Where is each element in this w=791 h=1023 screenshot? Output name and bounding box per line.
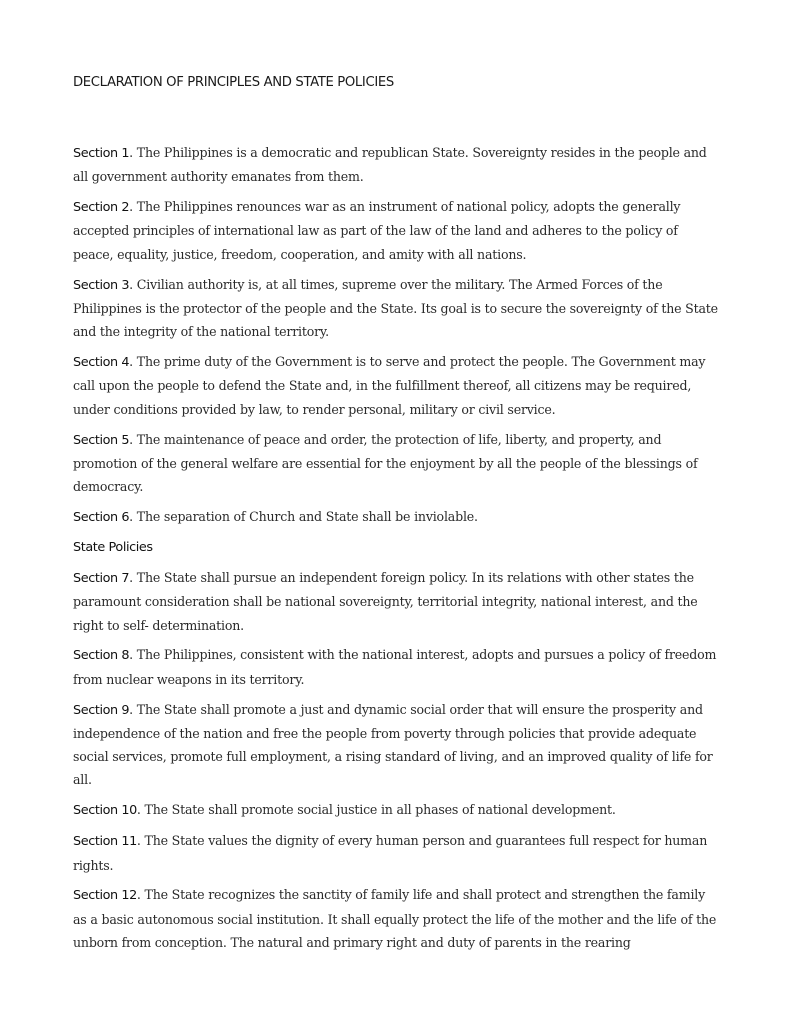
document-page — [73, 74, 719, 961]
section-paragraph — [73, 643, 719, 691]
section-label: Section 8 — [73, 648, 130, 664]
section-paragraph — [73, 428, 719, 499]
section-text: . The maintenance of peace and order, the protection of life, liberty, and property, and promotion of the general welfare are essential for the enjoyment by all the people of the blessings of democracy. — [73, 431, 698, 495]
section-text: . The Philippines, consistent with the national interest, adopts and pursues a policy of freedom from nuclear weapons in its territory. — [73, 647, 717, 687]
section-label: Section 12 — [73, 888, 137, 904]
section-paragraph — [73, 566, 719, 637]
section-paragraph — [73, 505, 719, 529]
section-paragraph — [73, 141, 719, 189]
section-text: . The State recognizes the sanctity of family life and shall protect and strengthen the family as a basic autonomous social institution. It shall equally protect the life of the mother and the life of the unborn from conception. The natural and primary right and duty of parents in the rearing — [73, 887, 717, 951]
section-label: Section 1 — [73, 146, 130, 161]
section-text: . The Philippines renounces war as an instrument of national policy, adopts the generally accepted principles of international law as part of the law of the land and adheres to the policy of peace, equality, justice, freedom, cooperation, and amity with all nations. — [73, 199, 681, 262]
section-text: . Civilian authority is, at all times, supreme over the military. The Armed Forces of the Philippines is the protector of the people and the State. Its goal is to secure the sovereignty of the State and the integrity of the national territory. — [73, 276, 718, 340]
section-label: Section 6 — [73, 510, 130, 526]
section-paragraph — [73, 698, 719, 792]
section-label: Section 2 — [73, 200, 130, 216]
section-text: . The State shall promote social justice in all phases of national development. — [136, 802, 616, 818]
state-policies-heading: State Policies — [73, 540, 153, 556]
section-text: . The State shall promote a just and dynamic social order that will ensure the prosperity and independence of the nation and free the people from poverty through policies that provide adequate social services, promote full employment, a rising standard of living, and an improved quality of life for all. — [73, 701, 713, 788]
section-label: Section 9 — [73, 702, 130, 718]
section-text: . The State values the dignity of every human person and guarantees full respect for human rights. — [73, 833, 708, 873]
section-paragraph — [73, 883, 719, 954]
section-text: . The State shall pursue an independent foreign policy. In its relations with other states the paramount consideration shall be national sovereignty, territorial integrity, national interest, and the right to self- determination. — [73, 569, 698, 633]
section-label: Section 4 — [73, 355, 130, 371]
section-text: . The separation of Church and State shall be inviolable. — [129, 509, 478, 525]
section-label: Section 10 — [73, 803, 137, 819]
section-paragraph — [73, 350, 719, 421]
section-label: Section 11 — [73, 834, 137, 850]
section-text: . The prime duty of the Government is to serve and protect the people. The Government may call upon the people to defend the State and, in the fulfillment thereof, all citizens may be required, under conditions provided by law, to render personal, military or civil service. — [73, 354, 706, 417]
section-paragraph — [73, 798, 719, 822]
section-label: Section 7 — [73, 570, 130, 586]
section-paragraph — [73, 829, 719, 877]
section-text: . The Philippines is a democratic and republican State. Sovereignty resides in the people and all government authority emanates from them. — [73, 145, 707, 185]
section-paragraph — [73, 195, 719, 266]
section-paragraph — [73, 273, 719, 344]
section-label: Section 3 — [73, 277, 130, 293]
document-title: DECLARATION OF PRINCIPLES AND STATE POLICIES — [73, 75, 394, 90]
section-label: Section 5 — [73, 432, 130, 448]
